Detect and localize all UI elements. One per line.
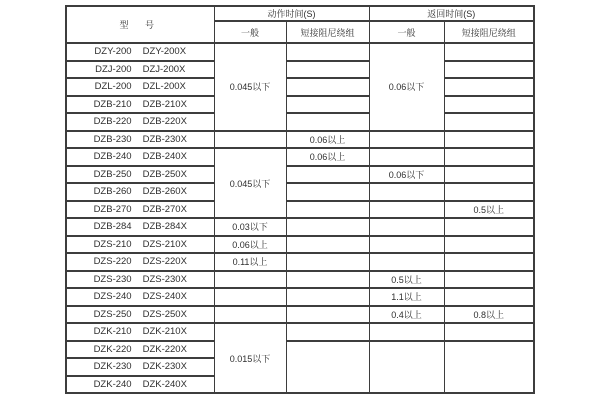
return-damped-cell [444, 43, 534, 61]
return-general-cell [369, 323, 444, 341]
model-pair [67, 239, 214, 250]
action-damped-cell [286, 113, 369, 131]
action-damped-cell [286, 271, 369, 289]
action-general-cell [214, 131, 286, 149]
action-general-cell: 0.03以下 [214, 218, 286, 236]
table-row [66, 131, 534, 149]
model-label: DZB-210 [93, 98, 132, 110]
return-general-cell: 0.06以下 [369, 43, 444, 131]
model-cell [66, 306, 214, 324]
model-cell [66, 288, 214, 306]
return-damped-cell: 0.8以上 [444, 306, 534, 324]
model-cell [66, 183, 214, 201]
model-pair [67, 151, 214, 162]
header-group-row [66, 6, 534, 21]
action-damped-cell [286, 166, 369, 184]
table-row [66, 201, 534, 219]
model-cell [66, 358, 214, 376]
table-row [66, 61, 534, 79]
model-label: DZY-200 [94, 46, 132, 58]
col-header-return-time: 返回时间(S) [369, 6, 534, 21]
action-general-cell [214, 271, 286, 289]
return-damped-cell [444, 148, 534, 166]
action-damped-cell [286, 61, 369, 79]
model-pair [67, 309, 214, 320]
model-label: DZL-200 [94, 81, 132, 93]
return-general-cell [369, 253, 444, 271]
model-cell [66, 341, 214, 359]
return-damped-cell [444, 166, 534, 184]
model-label: DZS-250X [142, 308, 187, 320]
model-pair [67, 256, 214, 267]
model-label: DZB-240 [93, 151, 132, 163]
model-label: DZB-240X [142, 151, 187, 163]
model-label: DZS-230 [93, 273, 132, 285]
model-cell [66, 43, 214, 61]
return-general-cell [369, 236, 444, 254]
model-pair [67, 64, 214, 75]
model-cell [66, 113, 214, 131]
model-cell [66, 131, 214, 149]
model-pair [67, 274, 214, 285]
table-row [66, 148, 534, 166]
model-pair [67, 99, 214, 110]
table-row [66, 271, 534, 289]
return-damped-cell [444, 113, 534, 131]
model-cell [66, 148, 214, 166]
return-general-cell: 0.5以上 [369, 271, 444, 289]
return-damped-cell [444, 96, 534, 114]
model-pair [67, 326, 214, 337]
model-label: DZY-200X [142, 46, 187, 58]
model-label: DZK-230 [93, 361, 132, 373]
model-label: DZB-284 [93, 221, 132, 233]
return-damped-cell [444, 78, 534, 96]
action-damped-cell [286, 78, 369, 96]
table-row [66, 288, 534, 306]
model-pair [67, 186, 214, 197]
model-pair [67, 344, 214, 355]
model-label: DZB-220X [142, 116, 187, 128]
model-label: DZS-240 [93, 291, 132, 303]
model-label: DZB-210X [142, 98, 187, 110]
return-general-cell [369, 218, 444, 236]
return-damped-cell: 0.5以上 [444, 201, 534, 219]
model-label: DZB-270 [93, 203, 132, 215]
model-label: DZB-250 [93, 168, 132, 180]
col-header-action-damped: 短接阻尼绕组 [286, 21, 369, 43]
return-general-cell: 0.06以下 [369, 166, 444, 184]
col-header-action-time: 动作时间(S) [214, 6, 369, 21]
return-damped-cell [444, 323, 534, 341]
action-damped-cell [286, 253, 369, 271]
action-general-cell: 0.06以上 [214, 236, 286, 254]
model-cell [66, 201, 214, 219]
table-row [66, 183, 534, 201]
model-pair [67, 361, 214, 372]
action-general-cell: 0.015以下 [214, 323, 286, 393]
model-label: DZS-220 [93, 256, 132, 268]
model-label: DZK-240 [93, 378, 132, 390]
col-header-action-general: 一般 [214, 21, 286, 43]
model-label: DZB-270X [142, 203, 187, 215]
return-general-cell [369, 148, 444, 166]
model-label: DZK-210X [142, 326, 187, 338]
action-general-cell [214, 306, 286, 324]
model-pair [67, 116, 214, 127]
action-damped-cell [286, 96, 369, 114]
action-damped-cell [286, 201, 369, 219]
model-label: DZK-210 [93, 326, 132, 338]
model-label: DZB-260X [142, 186, 187, 198]
return-damped-cell [444, 253, 534, 271]
model-cell [66, 61, 214, 79]
return-general-cell [369, 201, 444, 219]
model-label: DZK-220 [93, 343, 132, 355]
table-body [66, 43, 534, 393]
table-row [66, 113, 534, 131]
return-damped-cell [444, 131, 534, 149]
model-cell [66, 323, 214, 341]
col-header-return-general: 一般 [369, 21, 444, 43]
model-label: DZK-230X [142, 361, 187, 373]
model-cell [66, 271, 214, 289]
model-label: DZL-200X [142, 81, 186, 93]
model-label: DZB-220 [93, 116, 132, 128]
model-label: DZS-210X [142, 238, 187, 250]
model-label: DZS-210 [93, 238, 132, 250]
action-damped-cell [286, 306, 369, 324]
model-label: DZB-284X [142, 221, 187, 233]
action-damped-cell: 0.06以上 [286, 131, 369, 149]
model-pair [67, 46, 214, 57]
model-label: DZB-250X [142, 168, 187, 180]
action-damped-cell: 0.06以上 [286, 148, 369, 166]
model-pair [67, 379, 214, 390]
model-pair [67, 221, 214, 232]
return-damped-cell [444, 183, 534, 201]
model-pair [67, 81, 214, 92]
model-cell [66, 253, 214, 271]
return-damped-cell [444, 236, 534, 254]
model-label: DZS-230X [142, 273, 187, 285]
return-damped-cell [444, 61, 534, 79]
model-label: DZK-240X [142, 378, 187, 390]
table-row [66, 218, 534, 236]
model-label: DZK-220X [142, 343, 187, 355]
action-general-cell: 0.045以下 [214, 148, 286, 218]
model-label: DZS-220X [142, 256, 187, 268]
return-general-cell [369, 183, 444, 201]
table-row [66, 341, 534, 359]
return-general-cell: 0.4以上 [369, 306, 444, 324]
model-label: DZS-250 [93, 308, 132, 320]
col-header-model: 型 号 [66, 6, 214, 43]
action-damped-cell [286, 43, 369, 61]
return-damped-cell [444, 271, 534, 289]
model-label: DZJ-200 [95, 63, 132, 75]
model-cell [66, 236, 214, 254]
model-pair [67, 291, 214, 302]
action-damped-cell [286, 288, 369, 306]
model-cell [66, 96, 214, 114]
return-damped-cell [444, 288, 534, 306]
model-pair [67, 169, 214, 180]
action-general-cell: 0.11以上 [214, 253, 286, 271]
table-row [66, 306, 534, 324]
model-cell [66, 218, 214, 236]
table-row [66, 43, 534, 61]
model-label: DZS-240X [142, 291, 187, 303]
action-damped-cell [286, 341, 369, 394]
table-row [66, 78, 534, 96]
return-general-cell [369, 131, 444, 149]
return-general-cell: 1.1以上 [369, 288, 444, 306]
table-row [66, 166, 534, 184]
model-label: DZB-230 [93, 133, 132, 145]
action-damped-cell [286, 323, 369, 341]
return-general-cell [369, 341, 444, 394]
return-damped-cell [444, 218, 534, 236]
model-cell [66, 78, 214, 96]
model-pair [67, 204, 214, 215]
action-damped-cell [286, 183, 369, 201]
model-cell [66, 376, 214, 394]
spec-table [65, 5, 535, 394]
model-label: DZB-230X [142, 133, 187, 145]
col-header-return-damped: 短接阻尼绕组 [444, 21, 534, 43]
action-damped-cell [286, 236, 369, 254]
action-general-cell: 0.045以下 [214, 43, 286, 131]
action-general-cell [214, 288, 286, 306]
model-cell [66, 166, 214, 184]
table-row [66, 96, 534, 114]
return-damped-cell [444, 341, 534, 394]
model-label: DZB-260 [93, 186, 132, 198]
table-row [66, 323, 534, 341]
action-damped-cell [286, 218, 369, 236]
model-label: DZJ-200X [142, 63, 186, 75]
table-row [66, 253, 534, 271]
table-row [66, 236, 534, 254]
model-pair [67, 134, 214, 145]
table-header [66, 6, 534, 43]
